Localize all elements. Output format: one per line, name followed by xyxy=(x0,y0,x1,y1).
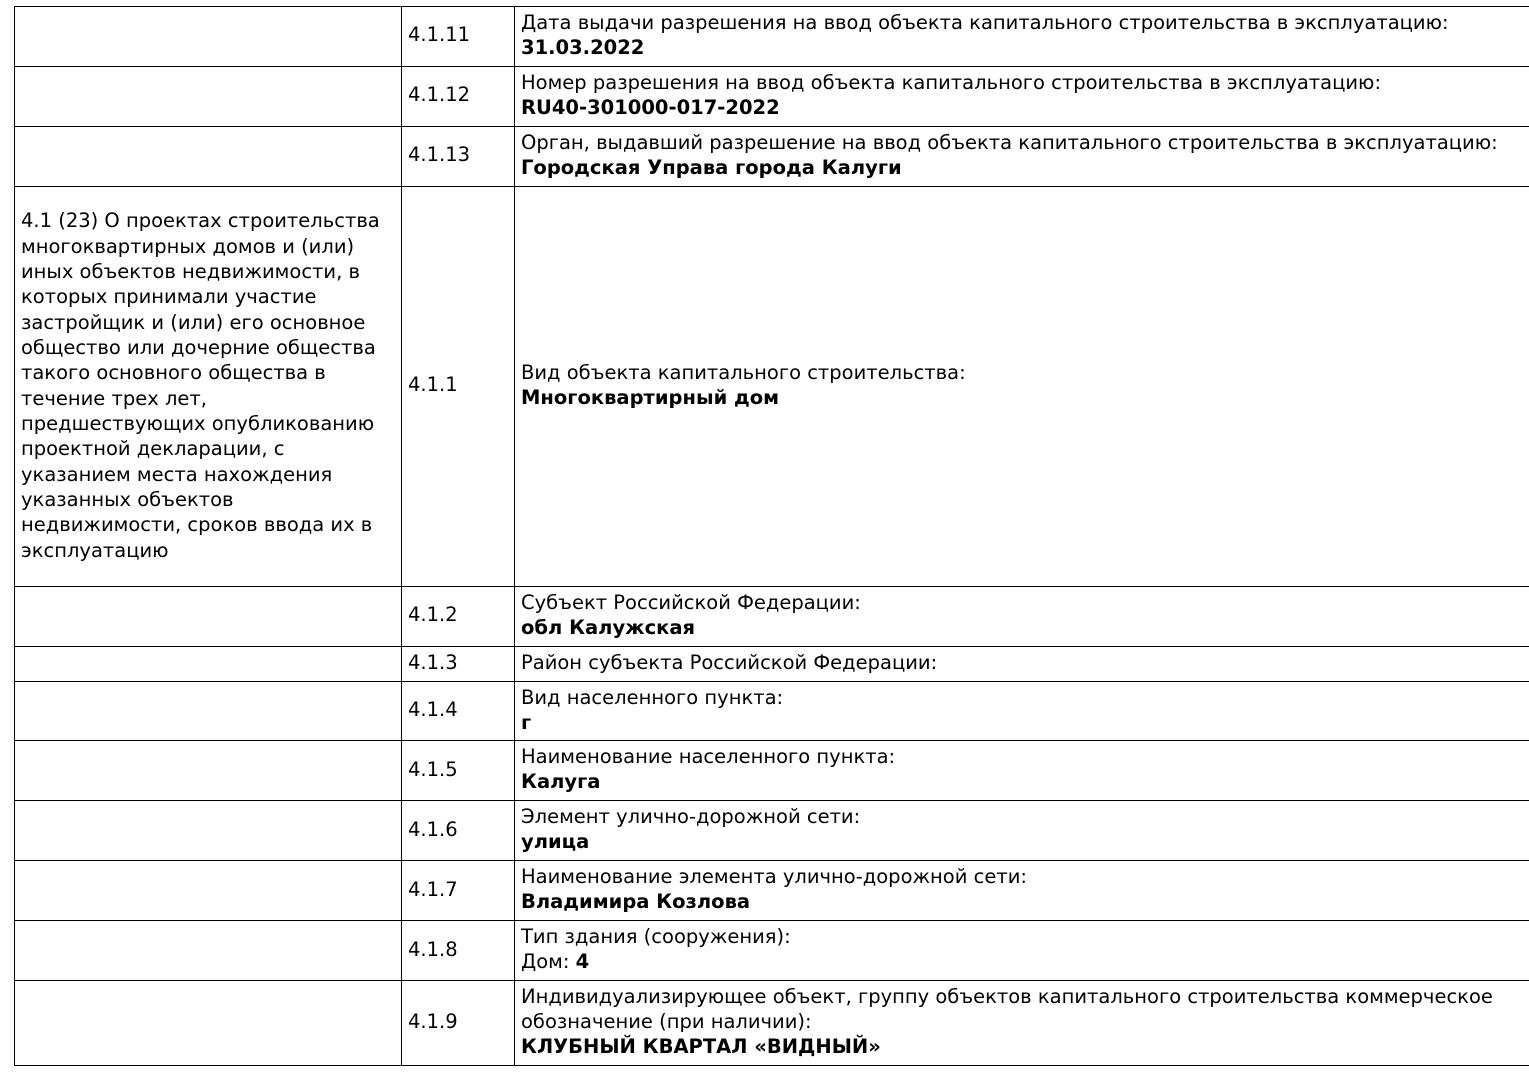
table-row xyxy=(15,186,1529,586)
row-number-cell: 4.1.5 xyxy=(402,741,515,801)
section-description: 4.1 (23) О проектах строительства многоквартирных домов и (или) иных объектов недвижимости, в которых принимали участие застройщик и (или) его основное общество или дочерние общества такого основного общества в течение трех лет, предшествующих опубликованию проектной декларации, с указанием места нахождения указанных объектов недвижимости, сроков ввода их в эксплуатацию xyxy=(21,209,380,562)
declaration-table xyxy=(14,6,1529,1066)
row-label: Субъект Российской Федерации: xyxy=(521,590,861,614)
row-label: Тип здания (сооружения): xyxy=(521,925,791,949)
row-description-cell xyxy=(15,586,402,646)
row-label: Наименование населенного пункта: xyxy=(521,745,896,769)
row-value: Калуга xyxy=(521,770,601,794)
row-value: г xyxy=(521,710,532,734)
row-description-cell xyxy=(15,981,402,1066)
row-number-cell: 4.1.6 xyxy=(402,801,515,861)
row-value-cell xyxy=(515,186,1529,586)
row-label: Район субъекта Российской Федерации: xyxy=(521,650,938,674)
row-number-cell: 4.1.3 xyxy=(402,646,515,681)
table-row xyxy=(15,7,1529,67)
row-value: Городская Управа города Калуги xyxy=(521,155,902,179)
row-value-cell xyxy=(515,861,1529,921)
row-label: Орган, выдавший разрешение на ввод объекта капитального строительства в эксплуатацию: xyxy=(521,130,1498,154)
row-label: Наименование элемента улично-дорожной сети: xyxy=(521,865,1027,889)
row-number-cell: 4.1.11 xyxy=(402,7,515,67)
row-value-cell xyxy=(515,646,1529,681)
table-row xyxy=(15,861,1529,921)
row-description-cell xyxy=(15,681,402,741)
row-value-cell xyxy=(515,741,1529,801)
table-row xyxy=(15,646,1529,681)
row-value-cell xyxy=(515,7,1529,67)
table-row xyxy=(15,126,1529,186)
table-row xyxy=(15,586,1529,646)
row-number-cell: 4.1.2 xyxy=(402,586,515,646)
row-number-cell: 4.1.13 xyxy=(402,126,515,186)
row-description-cell xyxy=(15,66,402,126)
row-number-cell: 4.1.9 xyxy=(402,981,515,1066)
row-number-cell: 4.1.1 xyxy=(402,186,515,586)
row-value-prefix: Дом: xyxy=(521,950,576,974)
table-row xyxy=(15,981,1529,1066)
row-value: 31.03.2022 xyxy=(521,35,645,59)
row-value-cell xyxy=(515,586,1529,646)
row-label: Индивидуализирующее объект, группу объектов капитального строительства коммерческое обозначение (при наличии): xyxy=(521,985,1493,1034)
table-row xyxy=(15,921,1529,981)
row-value-cell xyxy=(515,921,1529,981)
row-number-cell: 4.1.12 xyxy=(402,66,515,126)
row-number-cell: 4.1.7 xyxy=(402,861,515,921)
row-value: RU40-301000-017-2022 xyxy=(521,95,780,119)
section-description-cell xyxy=(15,186,402,586)
row-value-cell xyxy=(515,126,1529,186)
row-value: КЛУБНЫЙ КВАРТАЛ «ВИДНЫЙ» xyxy=(521,1035,881,1059)
table-row xyxy=(15,801,1529,861)
row-description-cell xyxy=(15,801,402,861)
row-description-cell xyxy=(15,7,402,67)
row-value-cell xyxy=(515,681,1529,741)
row-value-line xyxy=(521,950,1529,975)
row-value-cell xyxy=(515,66,1529,126)
table-row xyxy=(15,681,1529,741)
row-value: Многоквартирный дом xyxy=(521,385,780,409)
row-description-cell xyxy=(15,741,402,801)
row-value: обл Калужская xyxy=(521,615,696,639)
row-label: Номер разрешения на ввод объекта капитального строительства в эксплуатацию: xyxy=(521,70,1382,94)
table-row xyxy=(15,741,1529,801)
row-number-cell: 4.1.4 xyxy=(402,681,515,741)
row-label: Вид объекта капитального строительства: xyxy=(521,360,966,384)
row-label: Элемент улично-дорожной сети: xyxy=(521,805,861,829)
row-value: улица xyxy=(521,830,590,854)
row-label: Дата выдачи разрешения на ввод объекта капитального строительства в эксплуатацию: xyxy=(521,11,1449,34)
row-value-cell xyxy=(515,801,1529,861)
row-number-cell: 4.1.8 xyxy=(402,921,515,981)
row-value: 4 xyxy=(575,950,590,974)
row-description-cell xyxy=(15,861,402,921)
row-label: Вид населенного пункта: xyxy=(521,685,784,709)
row-description-cell xyxy=(15,126,402,186)
row-value-cell xyxy=(515,981,1529,1066)
row-description-cell xyxy=(15,921,402,981)
row-description-cell xyxy=(15,646,402,681)
row-value: Владимира Козлова xyxy=(521,890,751,914)
table-row xyxy=(15,66,1529,126)
